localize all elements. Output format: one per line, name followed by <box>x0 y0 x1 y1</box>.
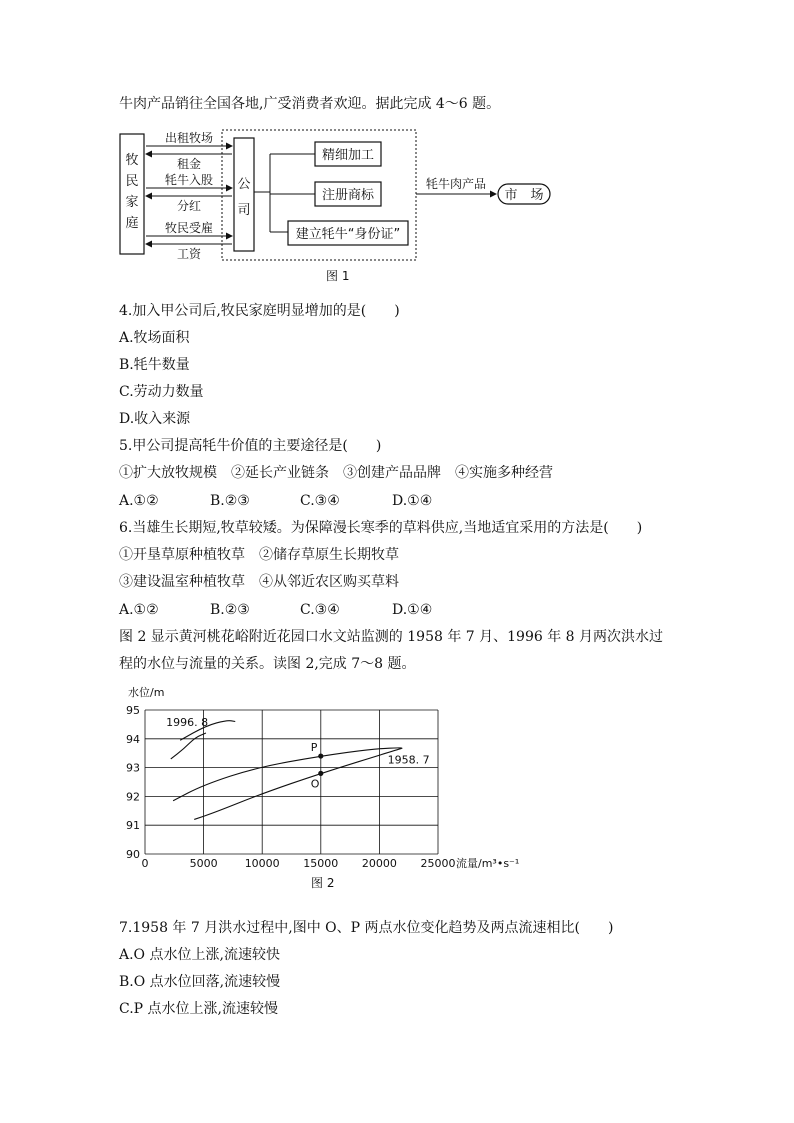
q6-choice-a: A.①② <box>119 602 159 618</box>
point-o-marker <box>318 771 323 776</box>
series-1958-line <box>173 748 402 820</box>
id-label: 建立牦牛“身份证” <box>295 227 401 242</box>
y-tick-label: 90 <box>126 848 140 861</box>
q5-choice-c: C.③④ <box>300 493 340 509</box>
market-label: 市 场 <box>504 188 544 203</box>
y-tick-label: 92 <box>126 790 140 804</box>
point-p-marker <box>318 753 323 758</box>
y-tick-label: 95 <box>126 704 140 717</box>
q6-stem: 6.当雄生长期短,牧草较矮。为保障漫长寒季的草料供应,当地适宜采用的方法是( ) <box>119 520 643 536</box>
figure-1-diagram <box>110 122 570 287</box>
y-tick-label: 93 <box>126 761 140 775</box>
q5-stem: 5.甲公司提高牦牛价值的主要途径是( ) <box>119 438 382 454</box>
figure-1-caption: 图 1 <box>326 269 350 283</box>
link-bottom-label: 分红 <box>176 199 202 213</box>
q4-option-d: D.收入来源 <box>119 411 191 427</box>
q6-choice-c: C.③④ <box>300 602 340 618</box>
figure-2-caption: 图 2 <box>311 876 335 890</box>
x-tick-label: 0 <box>141 857 149 870</box>
intro2-line-1: 图 2 显示黄河桃花峪附近花园口水文站监测的 1958 年 7 月、1996 年 8 月两次洪水过 <box>119 629 664 645</box>
q4-stem: 4.加入甲公司后,牧民家庭明显增加的是( ) <box>119 303 400 319</box>
link-bottom-label: 工资 <box>176 247 202 261</box>
x-tick-label: 25000 <box>420 857 456 870</box>
q4-option-a: A.牧场面积 <box>119 330 190 346</box>
intro-text: 牛肉产品销往全国各地,广受消费者欢迎。据此完成 4～6 题。 <box>119 96 501 112</box>
q6-choice-b: B.②③ <box>210 602 250 618</box>
figure-2-chart <box>110 680 550 870</box>
q4-option-c: C.劳动力数量 <box>119 384 204 400</box>
q7-stem: 7.1958 年 7 月洪水过程中,图中 O、P 两点水位变化趋势及两点流速相比( ) <box>119 920 614 936</box>
q6-choice-d: D.①④ <box>392 602 433 618</box>
q5-choice-a: A.①② <box>119 493 159 509</box>
q7-option-a: A.O 点水位上涨,流速较快 <box>119 947 280 963</box>
link-bottom-label: 租金 <box>176 157 202 171</box>
point-o-label: O <box>310 777 320 791</box>
link-top-label: 出租牧场 <box>164 131 214 145</box>
q5-choice-b: B.②③ <box>210 493 250 509</box>
series-1958-label: 1958. 7 <box>387 753 430 767</box>
company-label: 公司 <box>237 177 251 218</box>
series-1996-label: 1996. 8 <box>166 715 209 729</box>
q4-option-b: B.牦牛数量 <box>119 357 190 373</box>
q7-option-c: C.P 点水位上涨,流速较慢 <box>119 1001 278 1017</box>
link-top-label: 牦牛入股 <box>164 173 214 187</box>
x-tick-label: 20000 <box>361 857 397 870</box>
trademark-label: 注册商标 <box>321 188 375 203</box>
x-tick-label: 15000 <box>303 857 339 870</box>
y-tick-label: 94 <box>126 732 140 746</box>
q5-items: ①扩大放牧规模 ②延长产业链条 ③创建产品品牌 ④实施多种经营 <box>119 465 553 481</box>
x-axis-label: 流量/m³•s⁻¹ <box>456 857 520 870</box>
series-1996-line <box>171 733 206 759</box>
q6-items-1: ①开垦草原种植牧草 ②储存草原生长期牧草 <box>119 547 399 563</box>
company-box <box>234 138 254 251</box>
point-p-label: P <box>310 741 318 755</box>
x-tick-label: 10000 <box>244 857 280 870</box>
q7-option-b: B.O 点水位回落,流速较慢 <box>119 974 281 990</box>
x-tick-label: 5000 <box>189 857 218 870</box>
intro2-line-2: 程的水位与流量的关系。读图 2,完成 7～8 题。 <box>119 656 416 672</box>
household-label: 牧民家庭 <box>125 153 139 231</box>
q6-items-2: ③建设温室种植牧草 ④从邻近农区购买草料 <box>119 574 399 590</box>
y-axis-label: 水位/m <box>128 686 165 699</box>
q5-choice-d: D.①④ <box>392 493 433 509</box>
process-label: 精细加工 <box>321 148 375 163</box>
y-tick-label: 91 <box>126 819 140 833</box>
product-label: 牦牛肉产品 <box>425 177 487 191</box>
link-top-label: 牧民受雇 <box>164 221 214 235</box>
household-box <box>120 134 144 254</box>
